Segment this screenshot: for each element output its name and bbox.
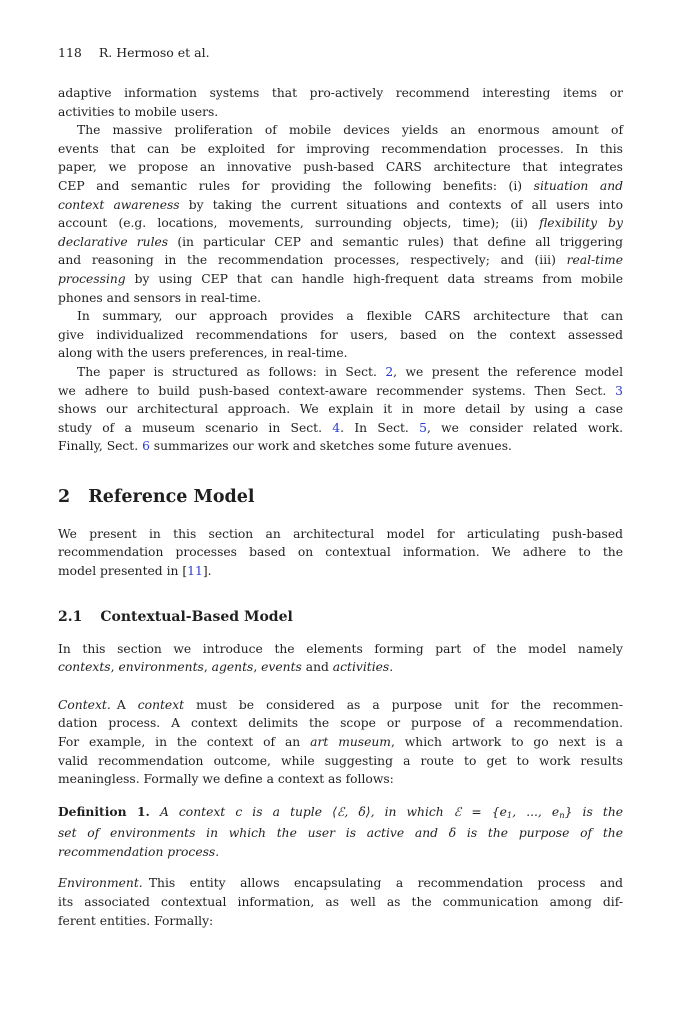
running-title: R. Hermoso et al. — [98, 45, 210, 60]
section-number: 2.1 — [58, 608, 83, 625]
text-run: by using CEP that can handle high-frequent data streams from mobile — [125, 271, 623, 286]
text-line — [58, 733, 623, 752]
ref-link[interactable]: 3 — [615, 383, 623, 398]
para-motivation — [58, 121, 623, 307]
text-run: real-time — [566, 253, 623, 268]
text-run: contexts — [58, 660, 111, 675]
section-title: Reference Model — [88, 486, 255, 507]
para-reference-model — [58, 525, 623, 581]
para-definition-1 — [58, 803, 623, 862]
para-elements — [58, 640, 623, 677]
text-run: meaningless. Formally we define a context as follows: — [58, 772, 394, 787]
text-run: environments — [118, 660, 204, 675]
section-number: 2 — [58, 486, 71, 507]
text-run: agents — [211, 660, 254, 675]
text-run: phones and sensors in real-time. — [58, 290, 262, 305]
para-continuation — [58, 84, 623, 121]
ref-link[interactable]: 4 — [332, 420, 341, 435]
text-run: model presented in [ — [58, 564, 188, 579]
para-environment — [58, 874, 623, 930]
page-number: 118 — [58, 45, 82, 60]
text-run: events that can be exploited for improving recommendation processes. In this — [58, 141, 623, 156]
text-line — [58, 177, 623, 196]
text-line — [58, 562, 623, 581]
para-summary — [58, 307, 623, 363]
text-run: valid recommendation outcome, while suggesting a route to get to work results — [58, 753, 623, 768]
text-run: recommendation processes based on contextual information. We adhere to the — [58, 545, 623, 560]
text-line — [58, 543, 623, 562]
text-run: We present in this section an architectural model for articulating push-based — [58, 526, 623, 541]
text-run: flexibility by — [539, 216, 623, 231]
text-line — [58, 437, 623, 456]
text-run: , we present the reference model — [393, 364, 624, 379]
text-run: . — [389, 660, 394, 675]
text-line — [58, 874, 623, 893]
text-run: study of a museum scenario in Sect. — [58, 420, 333, 435]
text-run: In summary, our approach provides a flexible CARS architecture that can — [77, 309, 623, 324]
text-run: For example, in the context of an — [58, 735, 311, 750]
text-line — [58, 803, 623, 824]
ref-link[interactable]: 5 — [419, 420, 427, 435]
text-line — [58, 843, 623, 862]
text-line — [58, 307, 623, 326]
text-run: events — [261, 660, 302, 675]
text-run: (in particular CEP and semantic rules) that define all triggering — [168, 234, 623, 249]
text-run: In this section we introduce the elements forming part of the model namely — [58, 641, 623, 656]
text-run: its associated contextual information, as well as the communication among dif- — [58, 895, 623, 910]
page-body — [58, 0, 623, 930]
section-title: Contextual-Based Model — [100, 608, 293, 625]
text-run: activities — [332, 660, 390, 675]
text-run: The massive proliferation of mobile devices yields an enormous amount of — [77, 123, 623, 138]
para-context — [58, 696, 623, 789]
text-run: . In Sect. — [340, 420, 420, 435]
text-line — [58, 752, 623, 771]
text-line — [58, 419, 623, 438]
text-run: declarative rules — [58, 234, 169, 249]
text-line — [58, 400, 623, 419]
text-run: activities to mobile users. — [58, 104, 219, 119]
text-run: Definition 1. — [58, 803, 150, 819]
text-line — [58, 103, 623, 122]
text-line — [58, 714, 623, 733]
text-run: Environment. — [58, 876, 143, 891]
text-run: A — [110, 697, 138, 712]
text-run: processing — [58, 271, 126, 286]
text-line — [58, 770, 623, 789]
text-line — [58, 640, 623, 659]
text-run: paper, we propose an innovative push-based CARS architecture that integrates — [58, 160, 623, 175]
text-run: give individualized recommendations for users, based on the context assessed — [58, 327, 623, 342]
text-line — [58, 326, 623, 345]
text-run: n — [559, 809, 565, 820]
text-run: Context. — [58, 697, 111, 712]
text-run: , we consider related work. — [426, 420, 623, 435]
text-run: ]. — [202, 564, 212, 579]
text-line — [58, 289, 623, 308]
text-run: ferent entities. Formally: — [58, 913, 214, 928]
text-run: Finally, Sect. — [58, 439, 143, 454]
text-run: dation process. A context delimits the scope or purpose of a recommendation. — [58, 716, 623, 731]
text-run: , — [203, 660, 212, 675]
text-line — [58, 658, 623, 677]
text-run: This entity allows encapsulating a recommendation process and — [142, 876, 623, 891]
text-run: summarizes our work and sketches some future avenues. — [149, 439, 512, 454]
text-run: A context c is a tuple ⟨ℰ, δ⟩, in which ℰ = {e — [149, 804, 507, 819]
text-line — [58, 214, 623, 233]
text-run: , which artwork to go next is a — [390, 735, 624, 750]
text-run: and — [301, 660, 333, 675]
ref-link[interactable]: 2 — [385, 364, 394, 379]
text-run: shows our architectural approach. We explain it in more detail by using a case — [58, 402, 623, 417]
text-run: along with the users preferences, in real-time. — [58, 346, 348, 361]
text-line — [58, 344, 623, 363]
text-run: art museum — [310, 735, 391, 750]
text-run: context — [137, 697, 185, 712]
text-run: must be considered as a purpose unit for the recommen- — [184, 697, 623, 712]
text-run: , — [253, 660, 262, 675]
text-line — [58, 363, 623, 382]
text-line — [58, 233, 623, 252]
section-heading — [58, 486, 623, 508]
text-line — [58, 84, 623, 103]
text-line — [58, 121, 623, 140]
text-run: context awareness — [58, 197, 180, 212]
text-line — [58, 893, 623, 912]
text-line — [58, 251, 623, 270]
para-structure — [58, 363, 623, 456]
text-run: by taking the current situations and contexts of all users into — [179, 197, 623, 212]
text-line — [58, 696, 623, 715]
text-run: } is the — [564, 804, 624, 819]
text-line — [58, 824, 623, 843]
text-run: recommendation process. — [58, 844, 220, 859]
ref-link[interactable]: 11 — [187, 564, 203, 579]
text-run: account (e.g. locations, movements, surrounding objects, time); (ii) — [58, 216, 540, 231]
section-heading — [58, 608, 623, 627]
text-run: The paper is structured as follows: in Sect. — [77, 364, 386, 379]
text-run: CEP and semantic rules for providing the following benefits: (i) — [58, 178, 534, 193]
text-line — [58, 158, 623, 177]
text-line — [58, 912, 623, 931]
text-run: situation and — [533, 178, 623, 193]
text-line — [58, 196, 623, 215]
text-run: , — [110, 660, 119, 675]
text-run: , ..., e — [512, 804, 560, 819]
text-line — [58, 382, 623, 401]
text-line — [58, 140, 623, 159]
text-run: set of environments in which the user is active and δ is the purpose of the — [58, 826, 623, 841]
text-run: 1 — [506, 809, 513, 820]
ref-link[interactable]: 6 — [142, 439, 150, 454]
text-line — [58, 270, 623, 289]
text-line — [58, 525, 623, 544]
text-run: we adhere to build push-based context-aware recommender systems. Then Sect. — [58, 383, 616, 398]
text-run: adaptive information systems that pro-actively recommend interesting items or — [58, 86, 623, 100]
text-run: and reasoning in the recommendation processes, respectively; and (iii) — [58, 253, 567, 268]
